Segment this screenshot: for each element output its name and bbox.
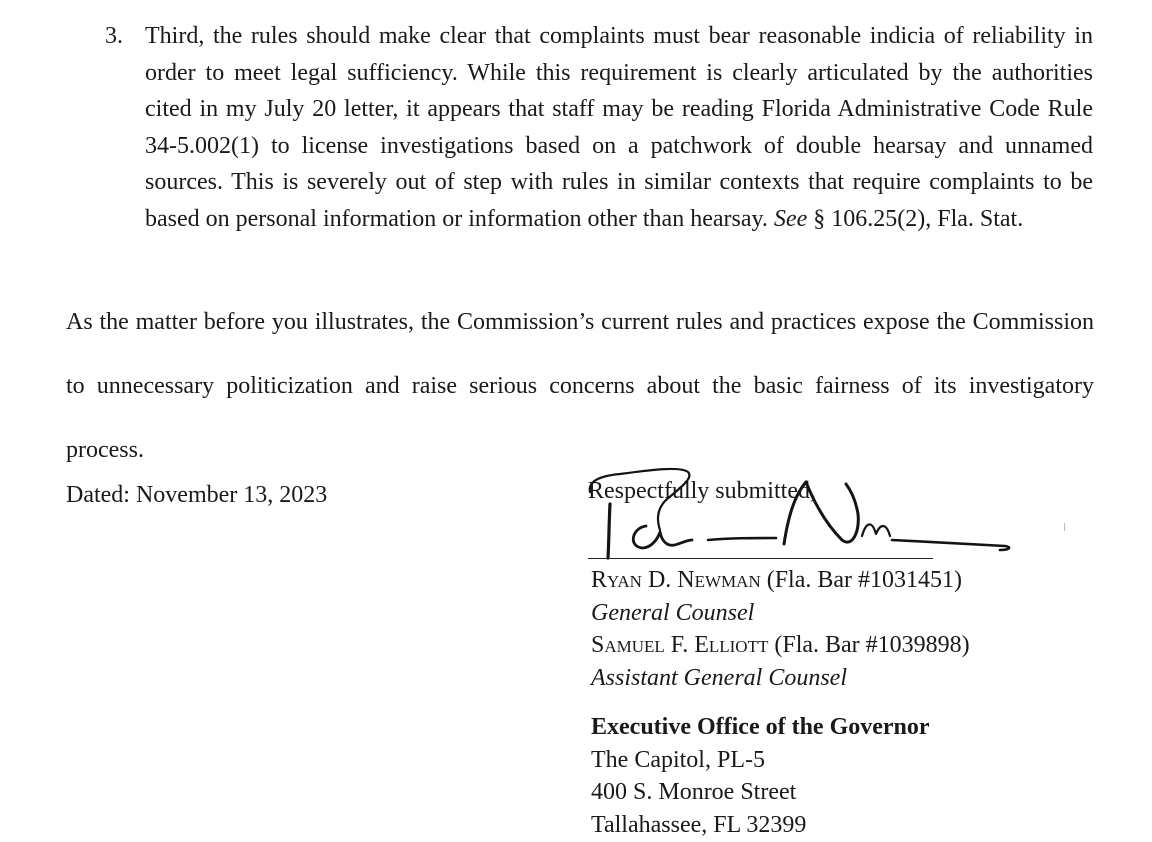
paragraph-text: [145, 18, 1093, 237]
closing-paragraph: As the matter before you illustrates, the Commission’s current rules and practices expose the Commission to unnecessary politicization and raise serious concerns about the basic fairness of its investigatory process.: [66, 309, 1094, 463]
paragraph-number: 3.: [105, 23, 123, 49]
date-line: Dated: November 13, 2023: [66, 482, 328, 508]
signer-row: [591, 564, 970, 597]
signer-row: [591, 629, 970, 662]
signer-title-text: General Counsel: [591, 599, 755, 626]
office-name: Executive Office of the Governor: [591, 714, 930, 740]
see-signal: See: [773, 205, 808, 232]
bar-number: (Fla. Bar #1031451): [766, 567, 963, 593]
signer-title-text: Assistant General Counsel: [591, 664, 847, 691]
address-line: 400 S. Monroe Street: [591, 779, 797, 805]
signer-name: Ryan D. Newman: [591, 567, 761, 593]
handwritten-signature: [580, 458, 1030, 568]
respectfully-submitted: Respectfully submitted,: [588, 478, 816, 504]
address-line: Tallahassee, FL 32399: [591, 811, 807, 838]
address-line: The Capitol, PL-5: [591, 746, 765, 773]
bar-number: (Fla. Bar #1039898): [774, 632, 970, 658]
scan-mark: [1064, 523, 1065, 531]
signer-title: [591, 597, 970, 630]
signature-line: [588, 558, 933, 559]
statute-citation: § 106.25(2), Fla. Stat.: [813, 205, 1024, 232]
counsel-list: [591, 564, 970, 694]
signer-name: Samuel F. Elliott: [591, 632, 769, 658]
office-address: [591, 711, 930, 841]
paragraph-body: Third, the rules should make clear that complaints must bear reasonable indicia of reliability in order to meet legal sufficiency. While this requirement is clearly articulated by the authorities cited in my July 20 letter, it appears that staff may be reading Florida Administrative Code Rule 34-5.002(1) to license investigations based on a patchwork of double hearsay and unnamed sources. This is severely out of step with rules in similar contexts that require complaints to be based on personal information or information other than hearsay.: [145, 23, 1093, 232]
signer-title: [591, 662, 970, 695]
